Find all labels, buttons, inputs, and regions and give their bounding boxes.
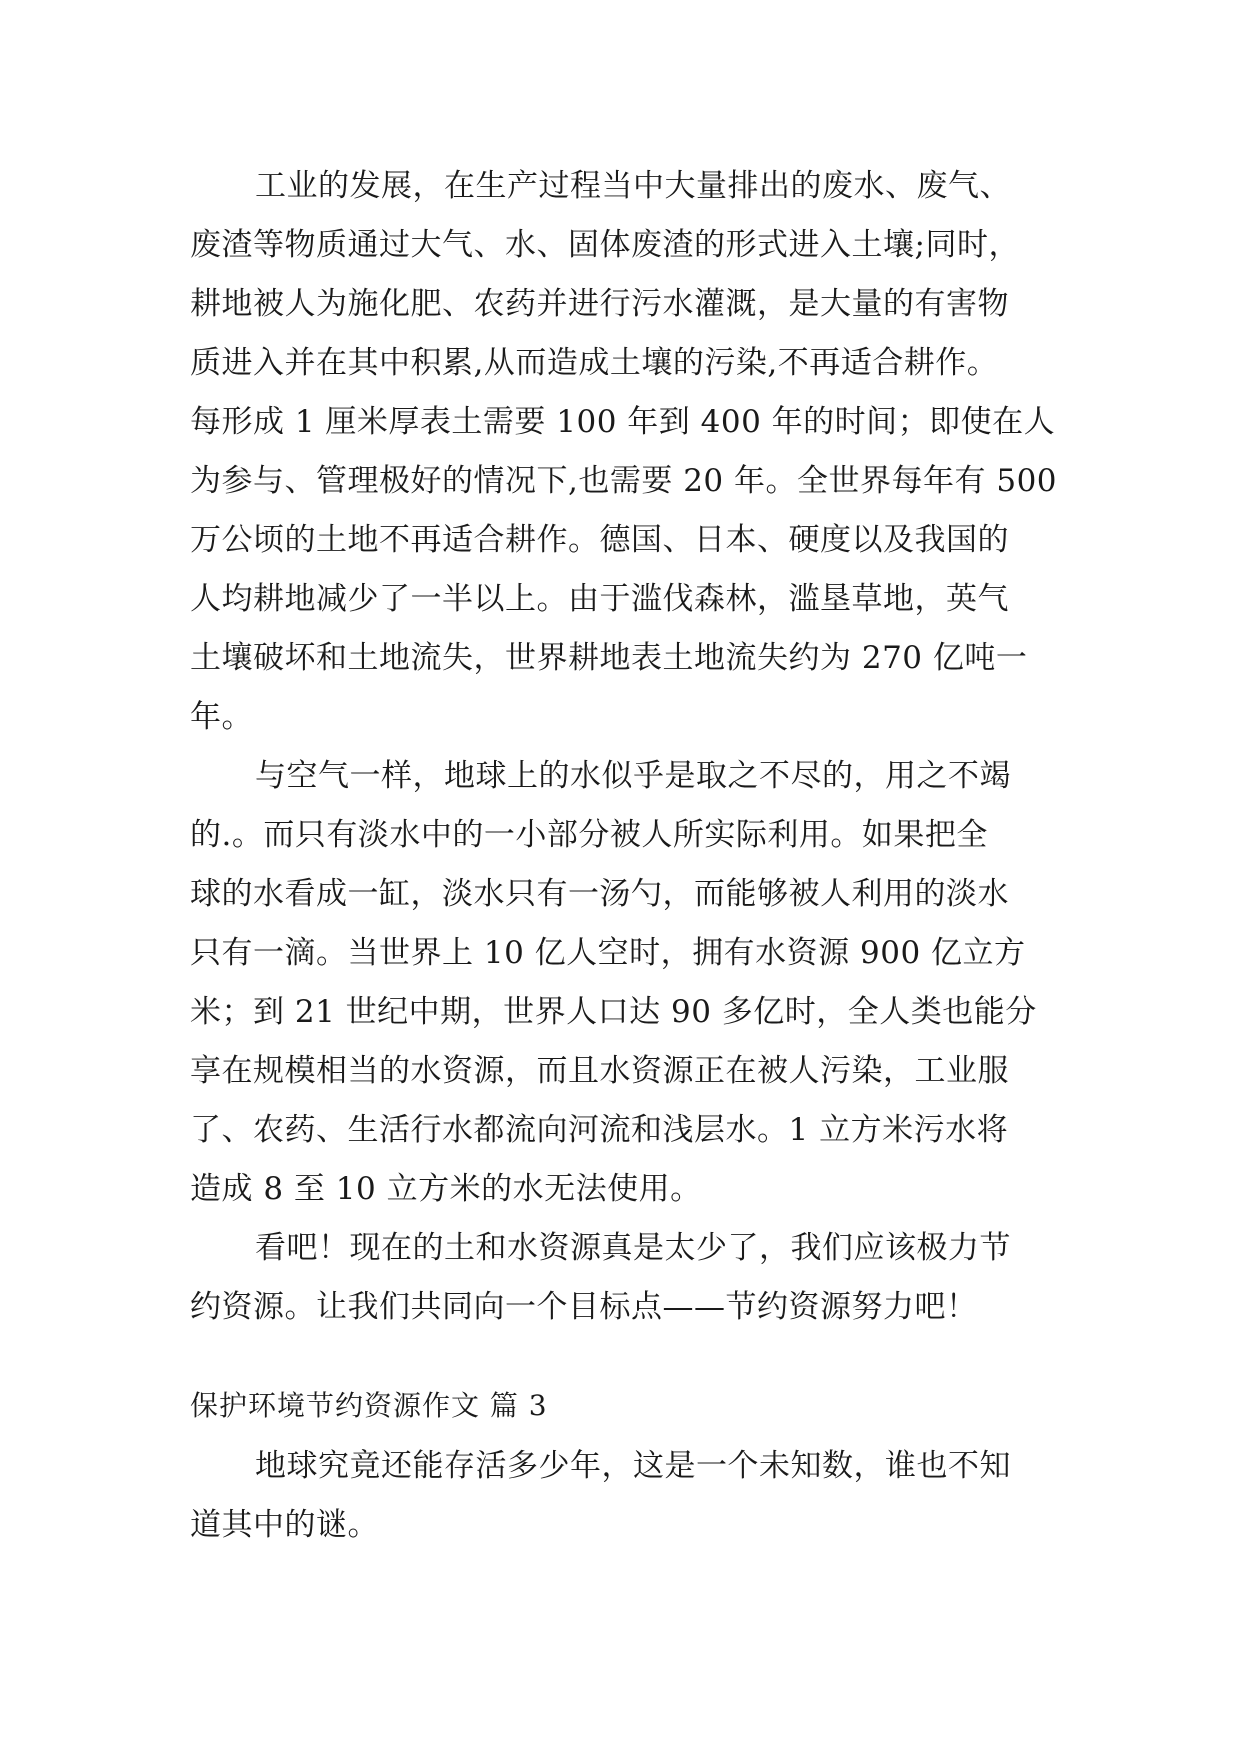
section-heading: 保护环境节约资源作文 篇 3: [190, 1389, 548, 1422]
final-paragraph-line-2: 道其中的谜。: [190, 1507, 379, 1543]
paragraph-2-line-3: 球的水看成一缸，淡水只有一汤勺，而能够被人利用的淡水: [190, 876, 1009, 912]
paragraph-2-line-8: 造成 8 至 10 立方米的水无法使用。: [190, 1171, 702, 1207]
paragraph-1-line-1: 工业的发展，在生产过程当中大量排出的废水、废气、: [255, 168, 1011, 204]
paragraph-1-line-10: 年。: [190, 699, 253, 735]
paragraph-1-line-4: 质进入并在其中积累,从而造成土壤的污染,不再适合耕作。: [190, 345, 999, 381]
paragraph-2-line-6: 享在规模相当的水资源，而且水资源正在被人污染，工业服: [190, 1053, 1009, 1089]
paragraph-3-line-2: 约资源。让我们共同向一个目标点——节约资源努力吧！: [190, 1289, 978, 1325]
paragraph-2-line-4: 只有一滴。当世界上 10 亿人空时，拥有水资源 900 亿立方: [190, 935, 1026, 971]
paragraph-2-line-5: 米；到 21 世纪中期，世界人口达 90 多亿时，全人类也能分: [190, 994, 1037, 1030]
paragraph-1-line-7: 万公顷的土地不再适合耕作。德国、日本、硬度以及我国的: [190, 522, 1009, 558]
paragraph-1-line-9: 土壤破坏和土地流失，世界耕地表土地流失约为 270 亿吨一: [190, 640, 1028, 676]
paragraph-2-line-1: 与空气一样，地球上的水似乎是取之不尽的，用之不竭: [255, 758, 1011, 794]
paragraph-1-line-8: 人均耕地减少了一半以上。由于滥伐森林，滥垦草地，英气: [190, 581, 1009, 617]
paragraph-2-line-2: 的.。而只有淡水中的一小部分被人所实际利用。如果把全: [190, 817, 988, 853]
final-paragraph-line-1: 地球究竟还能存活多少年，这是一个未知数，谁也不知: [255, 1448, 1011, 1484]
paragraph-1-line-3: 耕地被人为施化肥、农药并进行污水灌溉，是大量的有害物: [190, 286, 1009, 322]
paragraph-1-line-5: 每形成 1 厘米厚表土需要 100 年到 400 年的时间；即使在人: [190, 404, 1056, 440]
paragraph-1-line-6: 为参与、管理极好的情况下,也需要 20 年。全世界每年有 500: [190, 463, 1058, 499]
paragraph-1-line-2: 废渣等物质通过大气、水、固体废渣的形式进入土壤;同时，: [190, 227, 1020, 263]
paragraph-2-line-7: 了、农药、生活行水都流向河流和浅层水。1 立方米污水将: [190, 1112, 1009, 1148]
paragraph-3-line-1: 看吧！现在的土和水资源真是太少了，我们应该极力节: [255, 1230, 1011, 1266]
